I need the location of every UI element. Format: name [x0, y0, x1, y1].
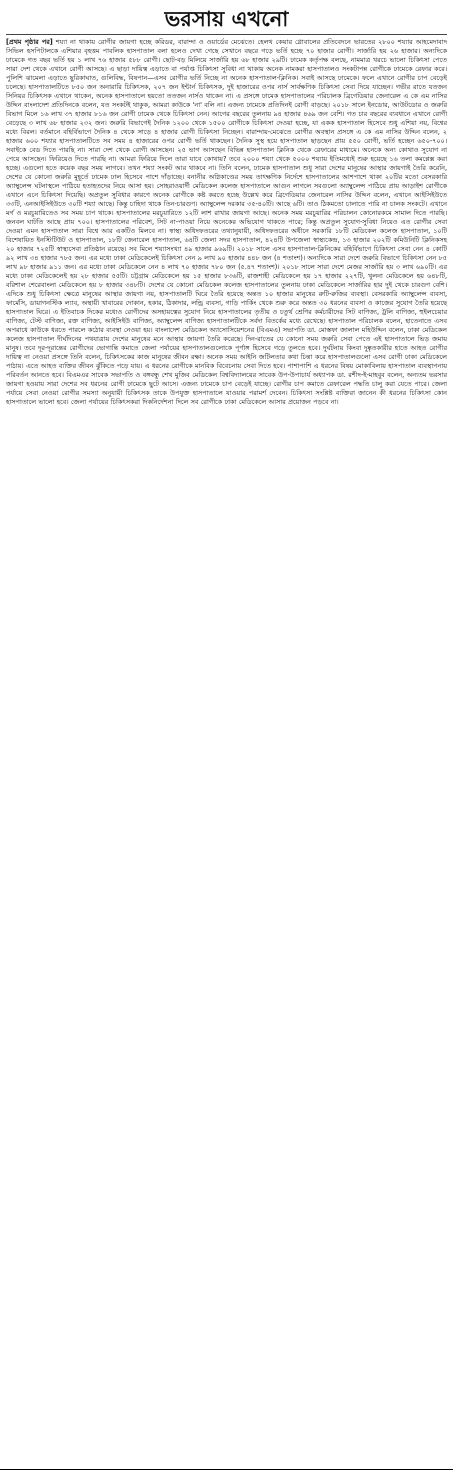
article-body-text: শয্যা না থাকায় রোগীর জায়গা হচ্ছে করিডর, বারান্দা ও ওয়ার্ডের মেঝেতে। হেলথ কেয়ার গ্লোবালের প্রতিবেদনে ভারতের ২৮০০ শয্যার আহমেদাবাদ সিভিল হসপিটালকে এশিয়ার বৃহত্তম পাবলিক হাসপাতাল বলা হলেও দেখা গেছে সেখানে বছরে গড়ে ভর্তি হচ্ছে ৭০ হাজার রোগী। সার্জারি হয় ২৬ হাজার। অন্যদিকে ঢামেকে গত বছর ভর্তি হয় ১ লাখ ৭৬ হাজার ৫৮৮ রোগী। ছোট-বড় মিলিয়ে সার্জারি হয় ৬৮ হাজার ২৯টি। ঢামেক কর্তৃপক্ষ বলছে, নামমাত্র খরচে ভালো চিকিৎসা পেতে সারা দেশ থেকে এখানে রোগী আসছে। এ ছাড়া দায়িত্ব এড়াতে বা পর্যাপ্ত চিকিৎসা সুবিধা না থাকায় অনেক নামকরা হাসপাতালও সংকটাপন্ন রোগীকে ঢামেকে রেফার করে। পুলিশি ঝামেলা এড়াতে ছুরিকাঘাত, গুলিবিদ্ধ, বিষপান—এসব রোগীর ভর্তি নিচ্ছে না অনেক হাসপাতাল-ক্লিনিক। সবাই আসছে ঢামেকে। ফলে এখানে রোগীর চাপ বেড়েই চলেছে। হাসপাতালটিতে ৮৫০ জন অনারারি চিকিৎসক, ২০৭ জন ইন্টার্ন চিকিৎসক, দুই হাজারের ওপর নার্স সার্বক্ষণিক চিকিৎসা সেবা দিয়ে যাচ্ছেন। গভীর রাতে যতজন সিনিয়র চিকিৎসক এখানে থাকেন, অনেক হাসপাতালে হয়তো ততজন নার্সও থাকেন না। এ প্রসঙ্গে ঢামেক হাসপাতালের পরিচালক ব্রিগেডিয়ার জেনারেল এ কে এম নাসির উদ্দিন বাংলাদেশ প্রতিদিনকে বলেন, যত সংকটই থাকুক, আমরা কাউকে 'না' বলি না। এজন্য ঢামেকে প্রতিদিনই রোগী বাড়ছে। ২০১৮ সালে ইনডোর, আউটডোর ও জরুরি বিভাগ মিলে ১৬ লাখ ৩৭ হাজার ৮১৬ জন রোগী ঢামেক থেকে চিকিৎসা নেন। আগের বছরের তুলনায় ৯৪ হাজার ৪৬৯ জন বেশি। গত চার বছরের ব্যবধানে এখানে রোগী বেড়েছে ৩ লাখ ৬৮ হাজার ২৩২ জন। জরুরি বিভাগেই দৈনিক ১২০০ থেকে ১৫০০ রোগীকে চিকিৎসা দেওয়া হচ্ছে, যা একক হাসপাতাল হিসেবে শুধু এশিয়া নয়, বিশ্বের মধ্যে বিরল। বর্তমানে বহির্বিভাগে দৈনিক ৪ থেকে সাড়ে ৪ হাজার রোগী চিকিৎসা নিচ্ছেন। বারান্দায়-মেঝেতে রোগীর অবস্থান প্রসঙ্গে এ কে এম নাসির উদ্দিন বলেন, ২ হাজার ৬০০ শয্যার হাসপাতালটিতে সব সময় ৪ হাজারের ওপর রোগী ভর্তি থাকছেন। দৈনিক সুস্থ হয়ে হাসপাতাল ছাড়ছেন প্রায় ৫৫০ রোগী, ভর্তি হচ্ছেন ৬৫০-৭০০। সবাইকে বেড দিতে পারছি না। সারা দেশ থেকে রোগী আসছেন। ২৫ ভাগ আসছেন বিভিন্ন হাসপাতাল ক্লিনিক থেকে রেফারের মাধ্যমে। অনেকে অন্য কোথাও সুযোগ না পেয়ে আসছেন। ফিরিয়েও দিতে পারছি না। আমরা ফিরিয়ে দিলে তারা যাবে কোথায়? তবে ২০০০ শয্যা থেকে ৫০০০ শয্যায় ইতিমধ্যেই শুরু হয়েছে ১৬ তলা কমপ্লেক্স করা হচ্ছে। এগুলো হতে কয়েক বছর সময় লাগবে। তখন শয্যা সংকট আর থাকবে না। তিনি বলেন, ঢামেক হাসপাতাল শুধু সারা দেশের মানুষের আস্থার জায়গাই তৈরি করেনি, দেশের যে কোনো জরুরি মুহূর্তে ঢামেক ঢাল হিসেবে পাশে দাঁড়াচ্ছে। বনানীর অগ্নিকাণ্ডের সময় তাৎক্ষণিক নির্দেশে হাসপাতালের আশপাশে থাকা ২০টির মতো বেসরকারি অ্যাম্বুলেন্স ঘটনাস্থলে পাঠিয়ে হতাহতদের নিয়ে আসা হয়। সোহরাওয়ার্দী মেডিকেল কলেজ হাসপাতালে আগুন লাগলে সবগুলো অ্যাম্বুলেন্স পাঠিয়ে প্রায় আড়াইশ রোগীকে এখানে এনে চিকিৎসা দিয়েছি। অপ্রতুল সুবিধার কারণে অনেক রোগীকে কষ্ট করতে হচ্ছে উল্লেখ করে ব্রিগেডিয়ার জেনারেল নাসির উদ্দিন বলেন, এখানে আইসিইউতে ৩৩টি, এনআইসিইউতে ৩০টি শয্যা আছে। কিন্তু চাহিদা থাকে তিন-চারগুণ। অ্যাম্বুলেন্স দরকার ৩৫-৪০টি। আছে ৬টি। তাও ঠিকমতো চালাতে পারি না চালক সংকটে। এখানে মর্গ ও মরচুয়ারিতেও সব সময় চাপ থাকে। হাসপাতালের মরচুয়ারিতে ১২টি লাশ রাখার জায়গা আছে। অনেক সময় মরচুয়ারির পরিচালন কোনোরকমে সামাল দিতে পারছি। জনবল ঘাটতি আছে প্রায় ৭০০। হাসপাতালের পরিবেশ, সিট না-পাওয়া নিয়ে অনেকের অভিযোগ থাকতে পারে; কিন্তু অপ্রতুল সুযোগ-সুবিধা নিয়েও এত রোগীর সেবা দেওয়া এমন হাসপাতাল সারা বিশ্বে আর একটিও মিলবে না। স্বাস্থ্য অধিদফতরের তথ্যানুযায়ী, অধিদফতরের অধীনে সরকারি ১৮টি মেডিকেল কলেজ হাসপাতাল, ১০টি বিশেষায়িত ইনস্টিটিউট ও হাসপাতাল, ১৮টি জেনারেল হাসপাতাল, ৬৪টি জেলা সদর হাসপাতাল, ৪২৪টি উপজেলা স্বাস্থ্যকেন্দ্র, ১৩ হাজার ২০২টি কমিউনিটি ক্লিনিকসহ ২০ হাজার ৭২৫টি স্বাস্থ্যসেবা প্রতিষ্ঠান রয়েছে। সব মিলে শয্যাসংখ্যা ৪৯ হাজার ৯৬৯টি। ২০১৮ সালে এসব হাসপাতাল-ক্লিনিকের বহির্বিভাগে চিকিৎসা সেবা নেন ৪ কোটি ৯২ লাখ ৩৪ হাজার ৭৮৫ জন। এর মধ্যে ঢাকা মেডিকেলেই চিকিৎসা নেন ৯ লাখ ৯০ হাজার ৪৪৮ জন (৪ শতাংশ)। অন্যদিকে সারা দেশে জরুরি বিভাগে চিকিৎসা নেন ৮৫ লাখ ৯৮ হাজার ৯১১ জন। এর মধ্যে ঢাকা মেডিকেলে নেন ৪ লাখ ৭০ হাজার ৭৮০ জন (৫.৪৭ শতাংশ)। ২০১৮ সালে সারা দেশে মেজর সার্জারি হয় ৩ লাখ ৬৯০টি। এর মধ্যে ঢাকা মেডিকেলেই হয় ২৮ হাজার ৫৫টি। চট্টগ্রাম মেডিকেলে হয় ১৫ হাজার ৮৩৬টি, রাজশাহী মেডিকেলে হয় ১৭ হাজার ২২৭টি, খুলনা মেডিকেলে হয় ৬৪৮টি, বরিশাল শেরেবাংলা মেডিকেলে হয় ৮ হাজার ৩৪৮টি। দেশের যে কোনো মেডিকেল কলেজ হাসপাতালের তুলনায় ঢাকা মেডিকেলে সার্জারির হার দুই থেকে চারগুণ বেশি। এদিকে শুধু চিকিৎসা ক্ষেত্রে মানুষের আস্থার জায়গা নয়, হাসপাতালটি ঘিরে তৈরি হয়েছে অন্তত ১০ হাজার মানুষের রুটি-রুজির ব্যবস্থা। বেসরকারি অ্যাম্বুলেন্স ব্যবসা, ফার্মেসি, ডায়াগনস্টিক ল্যাব, অস্থায়ী খাবারের দোকান, হকার, ঠিকাদার, লন্ড্রি ব্যবসা, গাড়ি পার্কিং থেকে শুরু করে অন্তত ৩০ ধরনের ব্যবসা ও কাজের সুযোগ তৈরি হয়েছে হাসপাতাল ঘিরে। এ ইতিবাচক দিকের মধ্যেও রোগীদের অসহায়ত্বের সুযোগ নিয়ে হাসপাতালের তৃতীয় ও চতুর্থ শ্রেণির কর্মচারীদের সিট বাণিজ্য, ট্রলি বাণিজ্য, হুইলচেয়ার বাণিজ্য, টেস্ট বাণিজ্য, রক্ত বাণিজ্য, আইসিইউ বাণিজ্য, অ্যাম্বুলেন্স বাণিজ্য হাসপাতালটিকে সর্বদা বিতর্কের মধ্যে রেখেছে। হাসপাতাল পরিচালক বলেন, হাতেনাতে এসব অপরাধে কাউকে ধরতে পারলে কঠোর ব্যবস্থা নেওয়া হয়। বাংলাদেশ মেডিকেল অ্যাসোসিয়েশনের (বিএমএ) সভাপতি ডা. মোস্তফা জালাল মহিউদ্দিন বলেন, ঢাকা মেডিকেল কলেজ হাসপাতাল দীর্ঘদিনের পথযাত্রায় দেশের মানুষের মনে আস্থার জায়গা তৈরি করেছে। দিন-রাতের যে কোনো সময় জরুরি সেবা পেতে এই হাসপাতালে ভিড় জমায় মানুষ। তবে দূর-দূরান্তের রোগীদের ভোগান্তি কমাতে জেলা পর্যায়ের হাসপাতালগুলোকে পূর্ণাঙ্গ হিসেবে গড়ে তুলতে হবে। দুর্ঘটনায় কিংবা দুষ্কৃতকারীর হাতে আহত রোগীর দায়িত্ব না নেওয়া প্রসঙ্গে তিনি বলেন, চিকিৎসকের কাজ মানুষের জীবন রক্ষা। অনেক সময় আইনি জটিলতার কথা চিন্তা করে হাসপাতালগুলো এসব রোগী ঢাকা মেডিকেলে পাঠায়। এতে আহত ব্যক্তির জীবন ঝুঁকিতে পড়ে যায়। এ ধরনের রোগীকে মানবিক বিবেচনায় সেবা দিতে হবে। পাশাপাশি এ ধরনের বিষয় মোকাবিলায় হাসপাতাল ব্যবস্থাপনায় পরিবর্তন আনতে হবে। বিএমএর সাবেক সভাপতি ও বঙ্গবন্ধু শেখ মুজিব মেডিকেল বিশ্ববিদ্যালয়ের সাবেক উপ-উপাচার্য অধ্যাপক ডা. রশীদ-ই-মাহবুব বলেন, অন্যতম ভরসার জায়গা হওয়ায় সারা দেশের সব ধরনের রোগী ঢামেকে ছুটে আসে। এজন্য ঢামেকে চাপ বেড়েই যাচ্ছে। রোগীর চাপ কমাতে রেফারেল পদ্ধতি চালু করা যেতে পারে। জেলা পর্যায়ে সেবা নেওয়া রোগীর সমস্যা অনুযায়ী চিকিৎসক তাকে উপযুক্ত হাসপাতালে যাওয়ার পরামর্শ দেবেন। চিকিৎসা সংশ্লিষ্ট ব্যক্তিরা জানেন কী ধরনের চিকিৎসা কোন হাসপাতালে ভালো হবে। জেলা পর্যায়ের চিকিৎসকরা দিকনির্দেশনা দিলে সব রোগীকে ঢাকা মেডিকেলে আসার প্রয়োজন পড়বে না।	[6, 38, 448, 406]
article-body	[6, 38, 447, 407]
continued-from-label: [প্রথম পৃষ্ঠার পর]	[6, 38, 53, 46]
article-headline: ভরসায় এখনো	[6, 6, 447, 35]
